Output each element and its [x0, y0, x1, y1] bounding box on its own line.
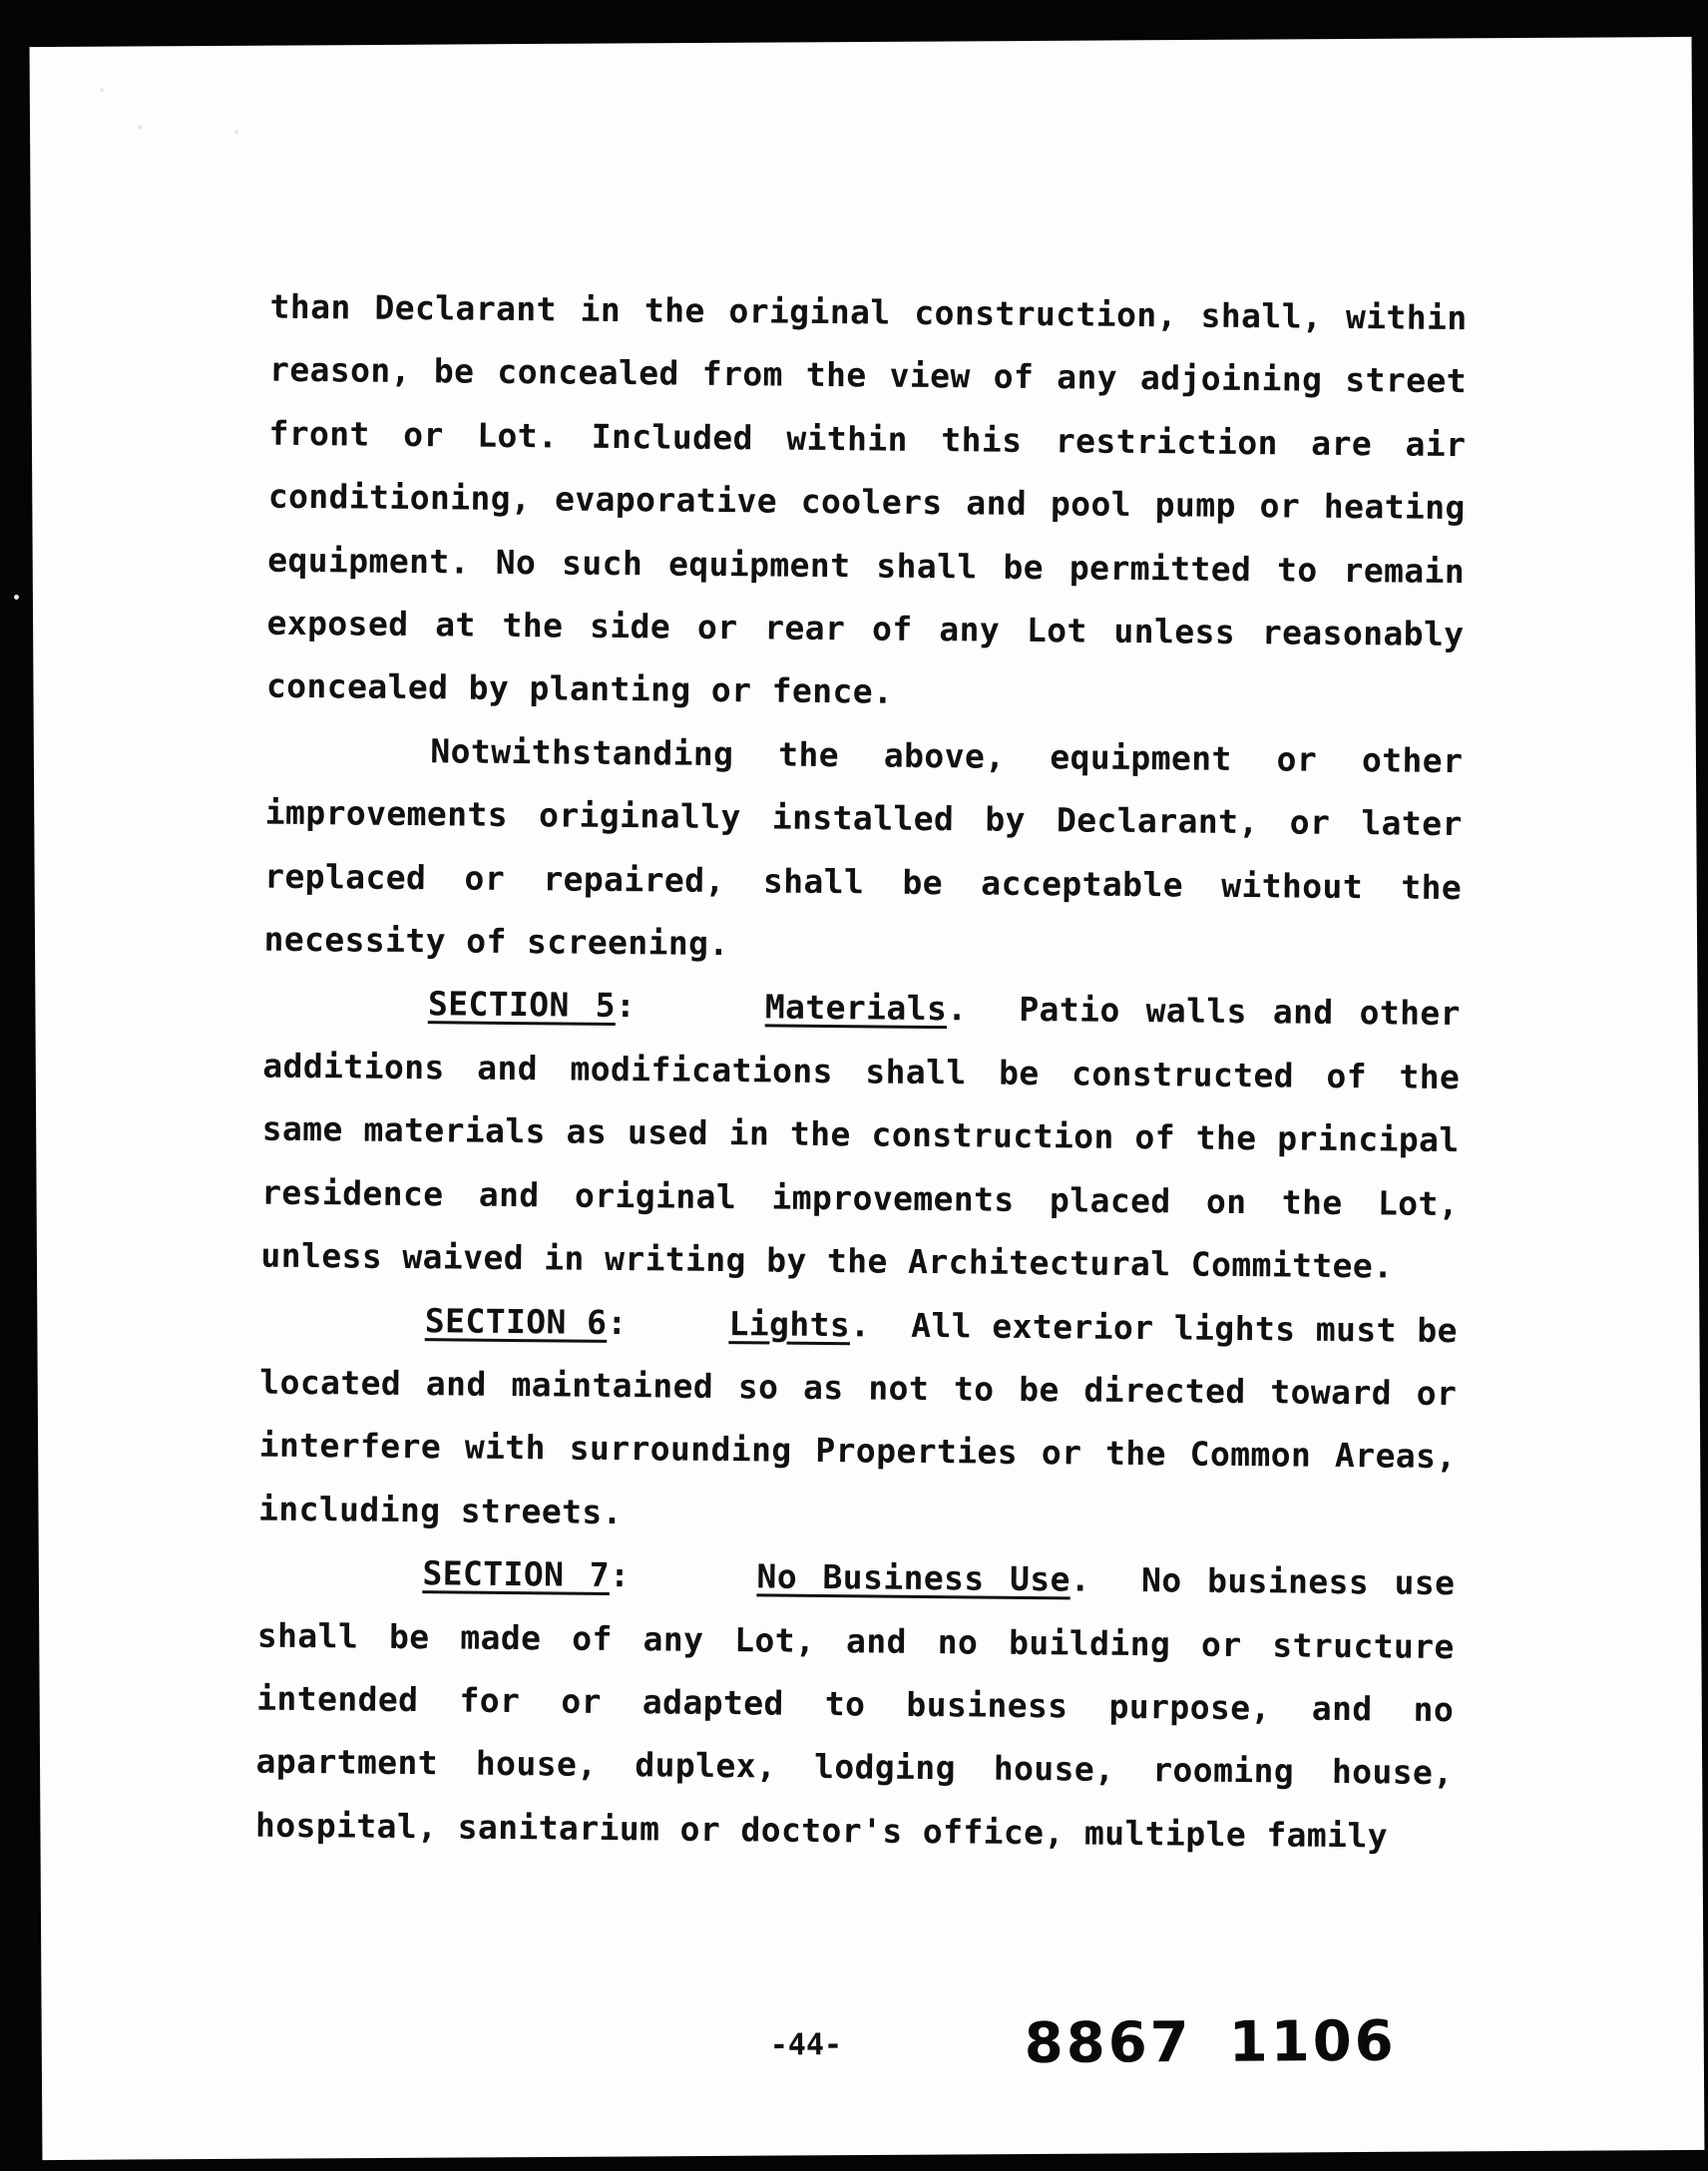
section-label: SECTION 6: [424, 1300, 608, 1342]
paragraph-text: than Declarant in the original construction, shall, within reason, be concealed from the view of any adjoining street front or Lot. Included within this restriction are air conditioning, evaporative coolers and pool pump or heating equipment. No such equipment shall be permitted to remain exposed at the side or rear of any Lot unless reasonably concealed by planting or fence.: [265, 286, 1468, 712]
paragraph-text: Notwithstanding the above, equipment or other improvements originally installed by Declarant, or later replaced or repaired, shall be acceptable without the necessity of screening.: [263, 731, 1464, 964]
section-label: SECTION 7: [422, 1553, 611, 1595]
recording-page-number: 1106: [1228, 2008, 1397, 2075]
section-title: Lights: [728, 1303, 851, 1344]
paragraph-text: No business use shall be made of any Lot, and no building or structure intended for or adapted to business purpose, and no apartment house, duplex, lodging house, rooming house, hospital, sanitarium or doctor's office, multiple family: [254, 1560, 1456, 1856]
section-6-lights: SECTION 6: Lights. All exterior lights must be located and maintained so as not to be directed toward or interfere with surrounding Properties or the Common Areas, including streets.: [257, 1300, 1459, 1531]
paragraph-text: All exterior lights must be located and maintained so as not to be directed toward or interfere with surrounding Properties or the Common Areas, including streets.: [257, 1305, 1459, 1531]
document-page: [30, 37, 1705, 2160]
paragraph-text: Patio walls and other additions and modifications shall be constructed of the same materials as used in the construction of the principal residence and original improvements placed on the Lot, unless waived in writing by the Architectural Committee.: [260, 990, 1462, 1286]
scan-artifact: [14, 595, 19, 600]
scan-artifact: [234, 130, 238, 134]
page-number: -44-: [769, 2027, 843, 2063]
section-5-materials: SECTION 5: Materials. Patio walls and other additions and modifications shall be constructed of the same materials as used in the construction of the principal residence and original improvements placed on the Lot, unless waived in writing by the Architectural Committee.: [260, 984, 1462, 1286]
scan-artifact: [138, 125, 143, 130]
paragraph-notwithstanding: [263, 717, 1463, 982]
section-title: No Business Use: [756, 1556, 1071, 1599]
recording-book-number: 8867: [1024, 2010, 1192, 2077]
section-label: SECTION 5: [427, 984, 617, 1026]
document-body: [255, 275, 1468, 1869]
paragraph-equipment-concealment: [266, 275, 1468, 729]
section-7-no-business-use: SECTION 7: No Business Use. No business use shall be made of any Lot, and no building or structure intended for or adapted to business purpose, and no apartment house, duplex, lodging house, rooming house, hospital, sanitarium or doctor's office, multiple family: [254, 1553, 1456, 1856]
scan-artifact: [100, 88, 104, 92]
section-title: Materials: [764, 987, 948, 1029]
